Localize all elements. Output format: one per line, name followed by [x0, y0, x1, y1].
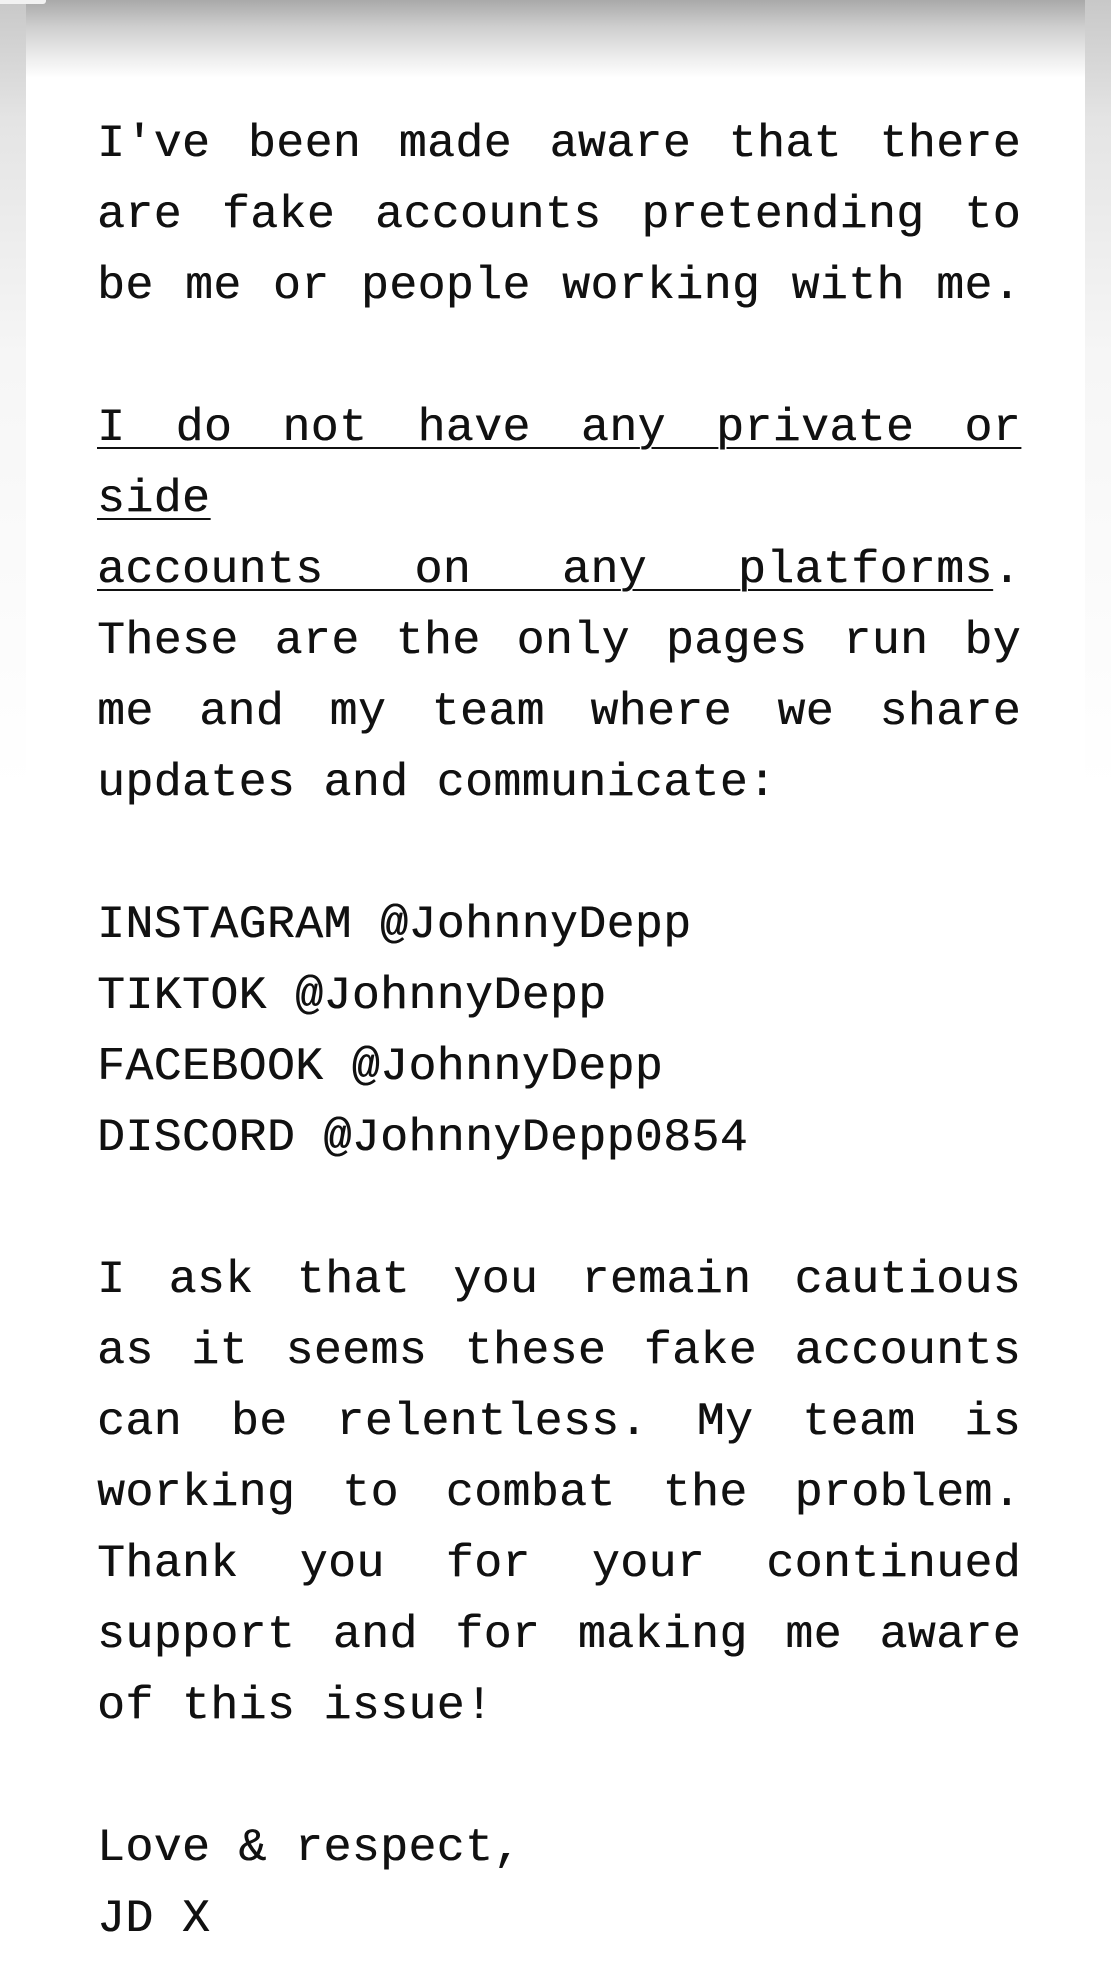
account-discord: DISCORD @JohnnyDepp0854 [97, 1111, 749, 1164]
left-edge-shadow [0, 0, 26, 1975]
account-instagram: INSTAGRAM @JohnnyDepp [97, 898, 692, 951]
period: . [992, 543, 1021, 596]
underlined-line [97, 534, 1021, 605]
blank-line [97, 321, 1021, 392]
account-facebook: FACEBOOK @JohnnyDepp [97, 1040, 664, 1093]
text-line: I ask that you remain cautious [97, 1253, 1021, 1306]
signoff-line: Love & respect, [97, 1821, 522, 1874]
account-list [97, 889, 1021, 1173]
top-shadow [0, 0, 1111, 78]
text-line: are fake accounts pretending to [97, 188, 1021, 241]
paragraph-fake-accounts [97, 108, 1021, 321]
signoff [97, 1812, 1021, 1954]
text-line: as it seems these fake accounts [97, 1324, 1021, 1377]
right-edge-shadow [1085, 0, 1111, 1975]
underlined-text: I do not have any private or side [97, 401, 1021, 525]
text-line: be me or people working with me. [97, 259, 1021, 312]
account-tiktok: TIKTOK @JohnnyDepp [97, 969, 607, 1022]
text-line: I've been made aware that there [97, 117, 1021, 170]
text-line: working to combat the problem. [97, 1466, 1021, 1519]
text-line: me and my team where we share [97, 685, 1021, 738]
text-line: can be relentless. My team is [97, 1395, 1021, 1448]
text-line: updates and communicate: [97, 756, 777, 809]
underlined-text: accounts on any platforms [97, 543, 993, 596]
signature: JD X [97, 1892, 211, 1945]
notice-text [97, 108, 1021, 1954]
blank-line [97, 1173, 1021, 1244]
paragraph-official-pages [97, 392, 1021, 818]
blank-line [97, 1741, 1021, 1812]
text-line: Thank you for your continued [97, 1537, 1021, 1590]
blank-line [97, 818, 1021, 889]
text-line: These are the only pages run by [97, 614, 1021, 667]
text-line: of this issue! [97, 1679, 494, 1732]
underlined-line [97, 392, 1021, 534]
paragraph-caution [97, 1244, 1021, 1741]
corner-mark [0, 0, 46, 4]
text-line: support and for making me aware [97, 1608, 1021, 1661]
